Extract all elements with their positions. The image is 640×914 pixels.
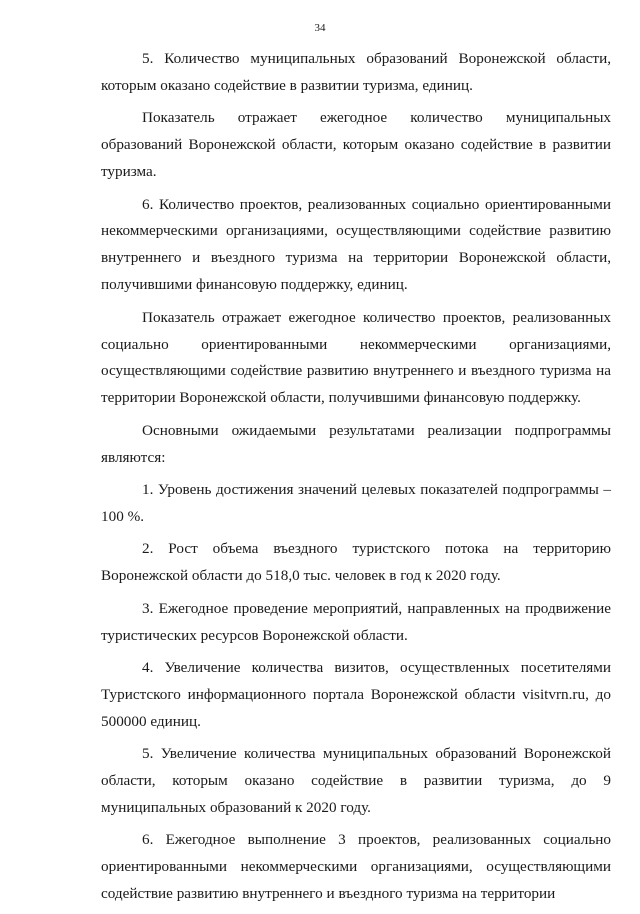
paragraph-indicator-5-description: Показатель отражает ежегодное количество муниципальных образований Воронежской области, которым оказано содействие в развитии туризма. [101, 109, 611, 181]
paragraph-result-5: 5. Увеличение количества муниципальных образований Воронежской области, которым оказано содействие в развитии туризма, до 9 муниципальных образований к 2020 году. [101, 745, 611, 817]
paragraph-result-4: 4. Увеличение количества визитов, осуществленных посетителями Туристского информационного портала Воронежской области visitvrn.ru, до 500000 единиц. [101, 659, 611, 730]
paragraph-result-6: 6. Ежегодное выполнение 3 проектов, реализованных социально ориентированными некоммерческими организациями, осуществляющими содействие развитию внутреннего и въездного туризма на территории [101, 831, 611, 903]
paragraph-expected-results-intro: Основными ожидаемыми результатами реализации подпрограммы являются: [101, 421, 611, 466]
page-number: 34 [314, 22, 326, 34]
paragraph-result-3: 3. Ежегодное проведение мероприятий, направленных на продвижение туристических ресурсов Воронежской области. [101, 599, 611, 644]
paragraph-indicator-6: 6. Количество проектов, реализованных социально ориентированными некоммерческими организациями, осуществляющими содействие развитию внутреннего и въездного туризма на территории Воронежской области, получившими финансовую поддержку, единиц. [101, 195, 611, 294]
paragraph-result-1: 1. Уровень достижения значений целевых показателей подпрограммы – 100 %. [101, 481, 611, 525]
document-body [101, 46, 611, 914]
paragraph-indicator-6-description: Показатель отражает ежегодное количество проектов, реализованных социально ориентированными некоммерческими организациями, осуществляющими содействие развитию внутреннего и въездного туризма на территории Воронежской области, получившими финансовую поддержку. [101, 308, 611, 407]
paragraph-result-2: 2. Рост объема въездного туристского потока на территорию Воронежской области до 518,0 тыс. человек в год к 2020 году. [101, 540, 611, 585]
paragraph-indicator-5: 5. Количество муниципальных образований Воронежской области, которым оказано содействие в развитии туризма, единиц. [101, 50, 611, 94]
